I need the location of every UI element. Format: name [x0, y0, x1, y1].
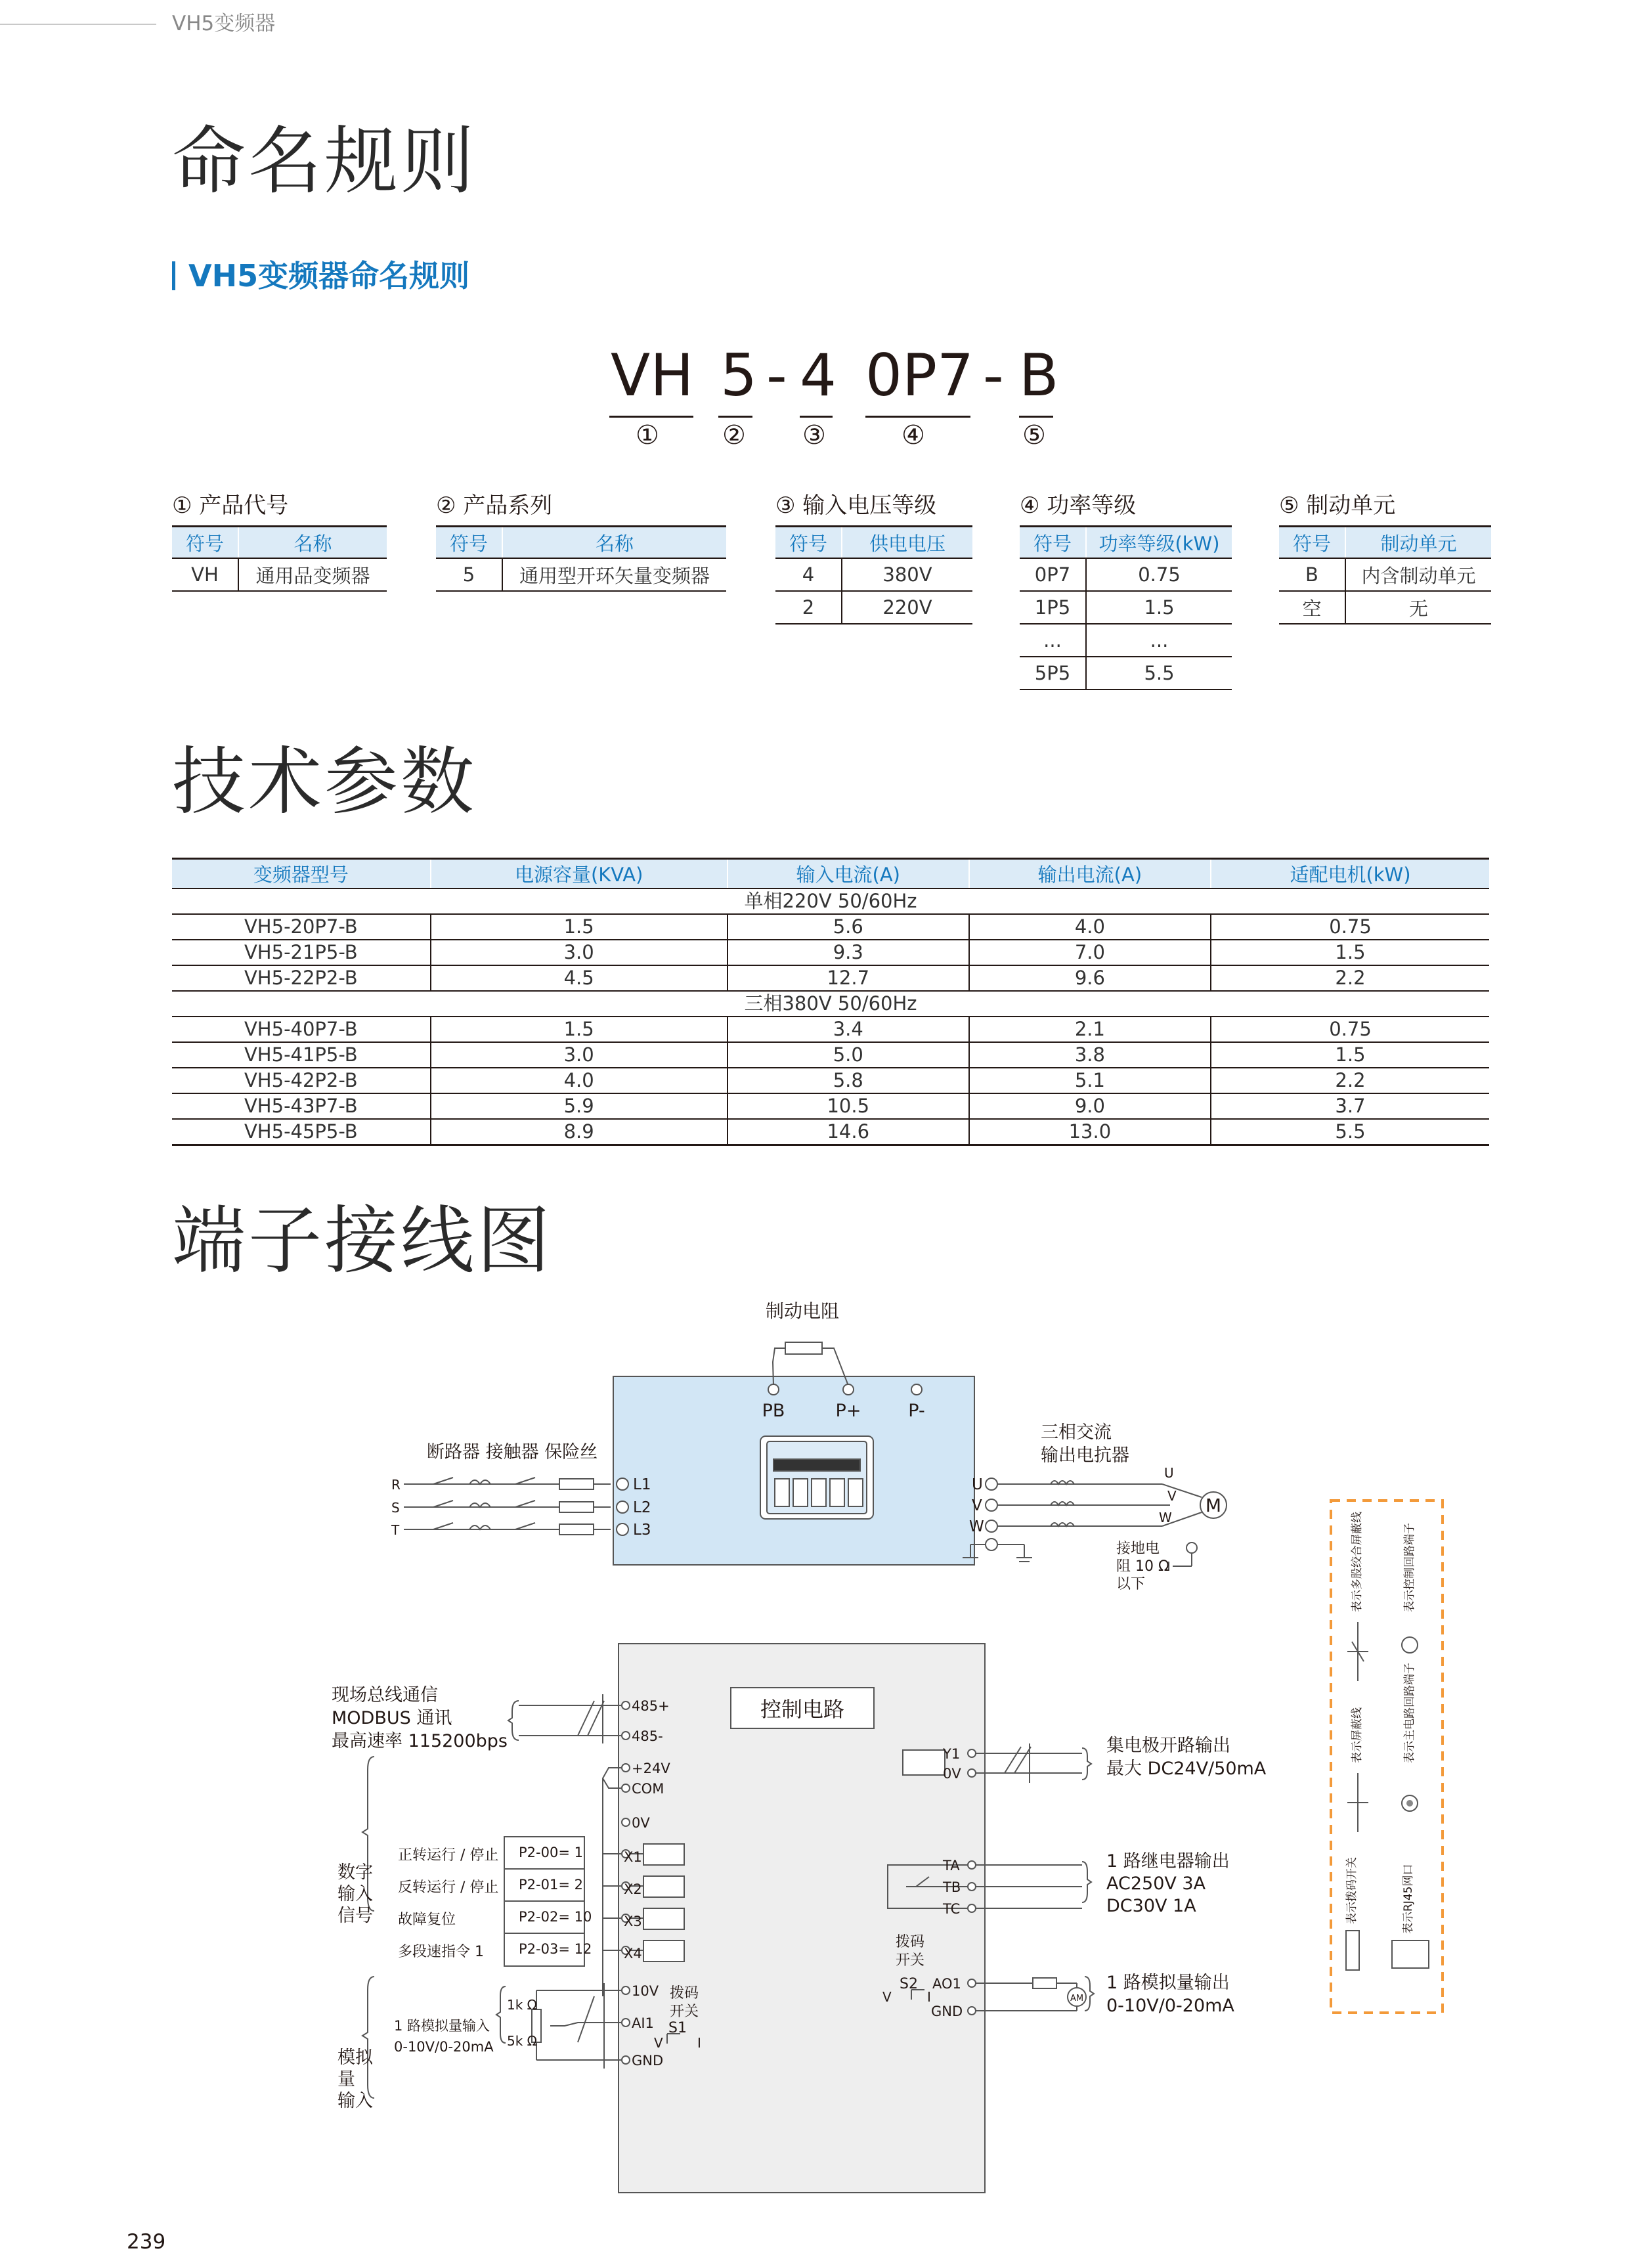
table-header: 名称: [502, 527, 726, 559]
brake-resistor-symbol: [785, 1342, 822, 1354]
motor-v-label: V: [1167, 1488, 1177, 1504]
terminal-ai1-label: AI1: [632, 2015, 654, 2031]
terminal-tb: [968, 1883, 976, 1891]
table-cell: 380V: [842, 558, 972, 591]
table-cell: VH5-43P7-B: [172, 1093, 431, 1119]
table-cell: 2.2: [1211, 1068, 1489, 1093]
code-underline-3: [800, 416, 833, 418]
table-cell: VH5-45P5-B: [172, 1119, 431, 1145]
group-title-brake: ⑤ 制动单元: [1279, 493, 1396, 519]
code-part-vh: VH: [611, 341, 694, 409]
terminal-gnd-in: [622, 2056, 630, 2064]
table-cell: 13.0: [969, 1119, 1211, 1145]
table-row: [172, 1042, 1489, 1068]
legend-main-terminal: 表示主电路回路端子: [1403, 1663, 1416, 1763]
marker-2: ②: [722, 420, 746, 450]
tech-header-input-current: 输入电流(A): [728, 859, 969, 889]
table-header: 符号: [436, 527, 502, 559]
terminal-485-minus-label: 485-: [632, 1728, 663, 1744]
table-cell: 通用品变频器: [238, 558, 387, 591]
table-cell: 4.5: [431, 965, 728, 991]
s1-pos-v: V: [654, 2035, 663, 2051]
wiring-diagram: [0, 1287, 1652, 2193]
terminal-l3: [617, 1523, 628, 1535]
table-row: [775, 558, 972, 591]
code-dash-2: -: [983, 341, 1004, 409]
terminal-tb-label: TB: [943, 1879, 961, 1895]
table-cell: 5.6: [728, 914, 969, 940]
table-cell: 2.1: [969, 1017, 1211, 1042]
ao-desc-2: 0-10V/0-20mA: [1106, 1996, 1234, 2016]
terminal-p-plus: [843, 1384, 854, 1395]
code-underline-4: [865, 416, 970, 418]
table-header: 符号: [172, 527, 238, 559]
ground-note-3: 以下: [1116, 1576, 1146, 1592]
table-row: [1020, 591, 1232, 624]
ground-terminal: [1186, 1543, 1197, 1553]
table-cell: 220V: [842, 591, 972, 624]
table-cell: 2.2: [1211, 965, 1489, 991]
terminal-ta-label: TA: [943, 1858, 960, 1874]
table-row: [172, 940, 1489, 965]
terminal-y1: [968, 1749, 976, 1757]
table-row: [172, 1119, 1489, 1145]
table-cell: 1.5: [431, 914, 728, 940]
di-2-desc: 反转运行 / 停止: [398, 1879, 499, 1896]
table-cell: VH5-20P7-B: [172, 914, 431, 940]
terminal-p-plus-label: P+: [835, 1401, 861, 1421]
terminal-p-minus: [911, 1384, 922, 1395]
table-cell: 3.4: [728, 1017, 969, 1042]
terminal-pb-label: PB: [762, 1401, 785, 1421]
table-row: [172, 1093, 1489, 1119]
code-dash-1: -: [766, 341, 787, 409]
table-cell: 5.9: [431, 1093, 728, 1119]
ammeter-label: AM: [1070, 1994, 1084, 2004]
legend-twisted-shielded-wire: 表示多股绞合屏蔽线: [1351, 1512, 1364, 1612]
table-cell: 空: [1279, 591, 1345, 624]
naming-subtitle-text: VH5变频器命名规则: [188, 258, 470, 294]
pot-5k-label: 5k Ω: [507, 2033, 537, 2049]
table-cell: 0P7: [1020, 558, 1086, 591]
page-number: 239: [127, 2230, 166, 2254]
terminal-com: [622, 1784, 630, 1792]
di-4-terminal: X4: [624, 1946, 642, 1961]
terminal-l3-label: L3: [633, 1522, 651, 1539]
table-cell: 5.8: [728, 1068, 969, 1093]
tech-section-row: [172, 991, 1489, 1017]
di-1-desc: 正转运行 / 停止: [398, 1847, 499, 1864]
comm-label-1: 现场总线通信: [332, 1685, 438, 1705]
table-cell: VH5-41P5-B: [172, 1042, 431, 1068]
terminal-ta: [968, 1861, 976, 1869]
table-brake: [1279, 525, 1491, 625]
naming-title: 命名规则: [172, 119, 477, 204]
input-devices-label: 断路器 接触器 保险丝: [427, 1442, 598, 1462]
table-cell: 0.75: [1211, 914, 1489, 940]
terminal-tc-label: TC: [943, 1901, 961, 1917]
di-1-param: P2-00= 1: [519, 1845, 583, 1860]
mains-t-label: T: [391, 1522, 400, 1538]
marker-4: ④: [902, 420, 925, 450]
terminal-l1-label: L1: [633, 1476, 651, 1493]
terminal-w: [986, 1520, 997, 1532]
table-cell: 4.0: [431, 1068, 728, 1093]
table-cell: 5P5: [1020, 657, 1086, 690]
terminal-ao1-label: AO1: [932, 1976, 961, 1992]
code-part-series: 5: [720, 341, 757, 409]
pot-1k-label: 1k Ω: [507, 1997, 537, 2013]
table-row: [436, 558, 726, 591]
table-cell: 7.0: [969, 940, 1211, 965]
table-header: 符号: [1279, 527, 1345, 559]
table-header: 供电电压: [842, 527, 972, 559]
terminal-24v: [622, 1764, 630, 1772]
table-row: [1020, 558, 1232, 591]
s2-title-2: 开关: [896, 1952, 925, 1969]
analog-group-label-1: 模拟: [337, 2048, 373, 2068]
marker-5: ⑤: [1022, 420, 1046, 450]
tech-title: 技术参数: [172, 739, 477, 825]
table-row: [1279, 558, 1491, 591]
table-cell: 1.5: [1211, 1042, 1489, 1068]
table-cell: 1.5: [431, 1017, 728, 1042]
terminal-ai1: [622, 2019, 630, 2027]
terminal-gnd-in-label: GND: [632, 2053, 664, 2069]
brake-resistor-label: 制动电阻: [765, 1300, 840, 1322]
table-cell: 9.0: [969, 1093, 1211, 1119]
table-cell: 14.6: [728, 1119, 969, 1145]
table-header: 符号: [775, 527, 842, 559]
terminal-24v-label: +24V: [632, 1761, 670, 1776]
group-title-product-code: ① 产品代号: [172, 493, 289, 519]
di-3-desc: 故障复位: [398, 1912, 456, 1928]
legend-control-terminal: 表示控制回路端子: [1403, 1523, 1416, 1612]
table-cell: 3.8: [969, 1042, 1211, 1068]
shielded-wire-icon: [1347, 1773, 1368, 1832]
group-title-series: ② 产品系列: [436, 493, 553, 519]
subtitle-bar: [172, 261, 175, 290]
table-row: [172, 965, 1489, 991]
table-cell: 5.1: [969, 1068, 1211, 1093]
di-2-terminal: X2: [624, 1881, 642, 1897]
mains-s-label: S: [391, 1500, 400, 1516]
terminal-l1: [617, 1478, 628, 1490]
tech-table: [172, 858, 1489, 1146]
s2-pos-i: I: [927, 1989, 931, 2005]
di-4-desc: 多段速指令 1: [398, 1944, 484, 1960]
s2-name: S2: [900, 1976, 918, 1992]
group-title-voltage: ③ 输入电压等级: [775, 493, 937, 519]
ao-desc-1: 1 路模拟量输出: [1106, 1973, 1230, 1993]
ao-output-wiring: [976, 1978, 1077, 2011]
relay-desc-1: 1 路继电器输出: [1106, 1851, 1230, 1872]
tech-header-kva: 电源容量(KVA): [431, 859, 728, 889]
table-cell: 3.7: [1211, 1093, 1489, 1119]
motor-w-label: W: [1159, 1510, 1172, 1525]
code-part-power: 0P7: [865, 341, 974, 409]
table-row: [1020, 657, 1232, 690]
naming-subtitle: [172, 252, 469, 296]
table-row: [172, 558, 387, 591]
table-cell: 0.75: [1211, 1017, 1489, 1042]
table-cell: 1.5: [1086, 591, 1232, 624]
mains-r-label: R: [391, 1477, 401, 1493]
terminal-tc: [968, 1904, 976, 1912]
table-row: [775, 591, 972, 624]
terminal-y-0v-label: 0V: [943, 1766, 961, 1782]
code-underline-2: [718, 416, 752, 418]
ground-note-1: 接地电: [1116, 1541, 1160, 1557]
breakers-contactors-fuses: [433, 1478, 594, 1535]
table-row: [172, 1068, 1489, 1093]
ground-note-2: 阻 10 Ω: [1116, 1558, 1169, 1575]
table-cell: 8.9: [431, 1119, 728, 1145]
s1-title-2: 开关: [670, 2004, 699, 2020]
control-terminal-icon: [1402, 1637, 1418, 1653]
table-cell: 0.75: [1086, 558, 1232, 591]
terminal-y-0v: [968, 1769, 976, 1777]
motor-u-label: U: [1164, 1465, 1174, 1481]
terminal-gnd-out-label: GND: [931, 2004, 963, 2019]
analog-group-label-3: 输入: [337, 2091, 373, 2111]
table-cell: VH: [172, 558, 238, 591]
comm-label-2: MODBUS 通讯: [332, 1708, 452, 1728]
table-cell: 5.5: [1086, 657, 1232, 690]
digital-group-label-2: 输入: [337, 1884, 373, 1904]
table-cell: VH5-22P2-B: [172, 965, 431, 991]
y-desc-2: 最大 DC24V/50mA: [1106, 1759, 1267, 1779]
table-cell: VH5-42P2-B: [172, 1068, 431, 1093]
terminal-l2: [617, 1501, 628, 1513]
table-cell: 4: [775, 558, 842, 591]
open-collector-symbol: [903, 1750, 945, 1775]
table-cell: 5.5: [1211, 1119, 1489, 1145]
terminal-pe: [986, 1539, 997, 1550]
table-power: [1020, 525, 1232, 690]
terminal-485-plus: [622, 1701, 630, 1709]
marker-3: ③: [802, 420, 826, 450]
table-cell: B: [1279, 558, 1345, 591]
di-4-param: P2-03= 12: [519, 1941, 592, 1957]
terminal-l2-label: L2: [633, 1499, 651, 1516]
header-rule: [0, 24, 156, 25]
dip-switch-icon: [1346, 1931, 1359, 1970]
group-title-power: ④ 功率等级: [1020, 493, 1137, 519]
legend-shielded-wire: 表示屏蔽线: [1351, 1707, 1364, 1763]
comm-label-3: 最高速率 115200bps: [332, 1731, 508, 1751]
table-series: [436, 525, 726, 592]
ai-desc-1: 1 路模拟量输入: [394, 2018, 490, 2034]
s1-title-1: 拨码: [670, 1985, 699, 2002]
table-cell: 10.5: [728, 1093, 969, 1119]
control-circuit-label: 控制电路: [760, 1697, 845, 1722]
table-cell: ...: [1020, 624, 1086, 657]
table-cell: 5: [436, 558, 502, 591]
table-product-code: [172, 525, 387, 592]
terminal-v: [986, 1499, 997, 1511]
legend-dip-switch: 表示拨码开关: [1345, 1857, 1359, 1924]
terminal-10v-label: 10V: [632, 1983, 659, 1999]
table-cell: ...: [1086, 624, 1232, 657]
tech-section-row: [172, 888, 1489, 914]
digital-group-label-1: 数字: [337, 1862, 373, 1883]
table-row: [1279, 591, 1491, 624]
tech-section-label: 三相380V 50/60Hz: [172, 991, 1489, 1017]
terminal-485-minus: [622, 1732, 630, 1740]
table-cell: VH5-21P5-B: [172, 940, 431, 965]
table-cell: VH5-40P7-B: [172, 1017, 431, 1042]
rj45-icon: [1392, 1940, 1429, 1968]
marker-1: ①: [636, 420, 659, 450]
terminal-w-label: W: [969, 1518, 984, 1535]
s2-title-1: 拨码: [896, 1934, 925, 1950]
table-row: [1020, 624, 1232, 657]
table-cell: 3.0: [431, 1042, 728, 1068]
twisted-shielded-wire-icon: [1347, 1622, 1368, 1681]
table-header: 功率等级(kW): [1086, 527, 1232, 559]
terminal-y1-label: Y1: [943, 1746, 961, 1762]
terminal-ao1: [968, 1979, 976, 1987]
motor-label: M: [1205, 1495, 1222, 1516]
terminal-u-label: U: [972, 1476, 983, 1493]
analog-group-label-2: 量: [337, 2069, 355, 2090]
terminal-0v-label: 0V: [632, 1815, 650, 1831]
terminal-com-label: COM: [632, 1781, 664, 1797]
table-cell: 3.0: [431, 940, 728, 965]
terminal-gnd-out: [968, 2007, 976, 2015]
table-header: 名称: [238, 527, 387, 559]
di-1-terminal: X1: [624, 1849, 642, 1865]
code-part-voltage: 4: [800, 341, 837, 409]
tech-header-motor: 适配电机(kW): [1211, 859, 1489, 889]
code-underline-1: [609, 416, 693, 418]
legend-rj45: 表示RJ45网口: [1402, 1864, 1415, 1934]
table-cell: 内含制动单元: [1345, 558, 1491, 591]
ai-desc-2: 0-10V/0-20mA: [394, 2039, 494, 2055]
table-cell: 1.5: [1211, 940, 1489, 965]
di-3-param: P2-02= 10: [519, 1909, 592, 1925]
table-header: 制动单元: [1345, 527, 1491, 559]
table-cell: 9.3: [728, 940, 969, 965]
relay-desc-2: AC250V 3A: [1106, 1874, 1206, 1894]
code-underline-5: [1019, 416, 1053, 418]
s2-pos-v: V: [882, 1989, 892, 2005]
wiring-title: 端子接线图: [172, 1198, 553, 1284]
table-row: [172, 1017, 1489, 1042]
table-cell: 2: [775, 591, 842, 624]
di-3-terminal: X3: [624, 1914, 642, 1929]
table-cell: 1P5: [1020, 591, 1086, 624]
terminal-p-minus-label: P-: [908, 1401, 925, 1421]
table-cell: 9.6: [969, 965, 1211, 991]
running-title: VH5变频器: [172, 12, 276, 35]
terminal-0v: [622, 1818, 630, 1826]
table-cell: 12.7: [728, 965, 969, 991]
reactor-label-1: 三相交流: [1041, 1422, 1112, 1443]
table-cell: 无: [1345, 591, 1491, 624]
table-cell: 4.0: [969, 914, 1211, 940]
table-header: 符号: [1020, 527, 1086, 559]
s1-pos-i: I: [697, 2035, 701, 2051]
terminal-pb: [768, 1384, 779, 1395]
tech-header-model: 变频器型号: [172, 859, 431, 889]
potentiometer-symbol: [532, 1983, 622, 2069]
di-2-param: P2-01= 2: [519, 1877, 583, 1893]
tech-header-output-current: 输出电流(A): [969, 859, 1211, 889]
relay-desc-3: DC30V 1A: [1106, 1896, 1196, 1916]
code-part-brake: B: [1019, 341, 1059, 409]
terminal-u: [986, 1478, 997, 1490]
s1-name: S1: [668, 2020, 687, 2036]
terminal-485-plus-label: 485+: [632, 1698, 670, 1714]
tech-section-label: 单相220V 50/60Hz: [172, 888, 1489, 914]
digital-group-label-3: 信号: [337, 1906, 373, 1926]
table-row: [172, 914, 1489, 940]
keypad-icon: [760, 1436, 873, 1519]
table-cell: 通用型开环矢量变频器: [502, 558, 726, 591]
reactor-label-2: 输出电抗器: [1041, 1445, 1129, 1466]
table-voltage: [775, 525, 972, 625]
table-cell: 5.0: [728, 1042, 969, 1068]
terminal-v-label: V: [972, 1497, 982, 1514]
y-desc-1: 集电极开路输出: [1106, 1736, 1230, 1756]
terminal-10v: [622, 1986, 630, 1994]
